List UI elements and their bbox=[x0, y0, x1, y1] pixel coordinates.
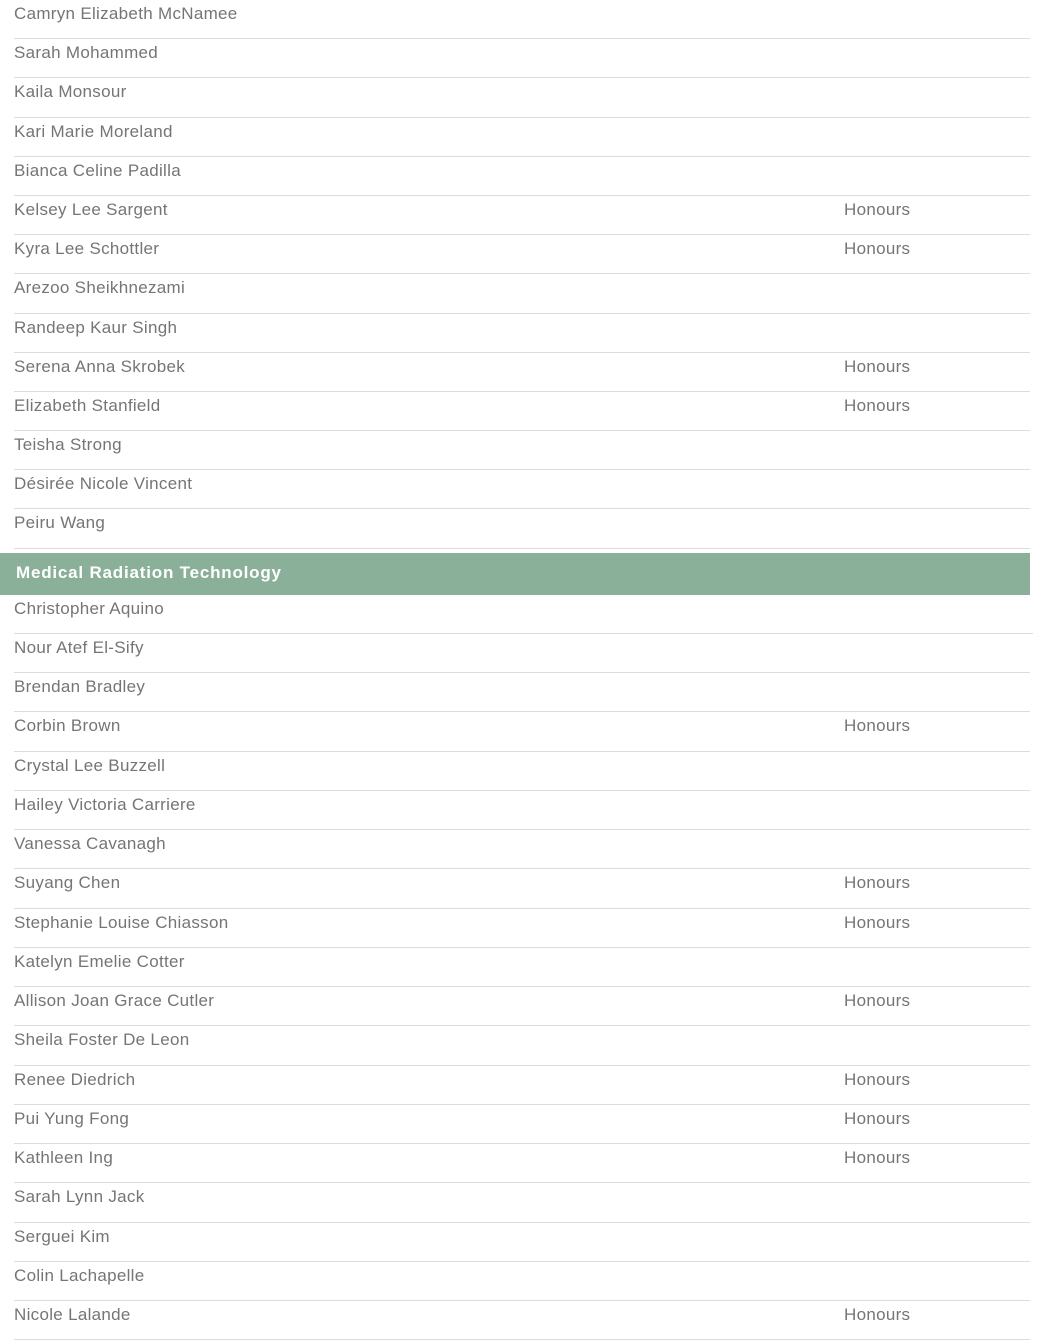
graduate-name: Arezoo Sheikhnezami bbox=[14, 278, 186, 298]
graduate-row bbox=[14, 78, 1030, 117]
graduate-name: Bianca Celine Padilla bbox=[14, 160, 181, 180]
graduate-name: Kelsey Lee Sargent bbox=[14, 199, 168, 219]
honours-label: Honours bbox=[844, 716, 911, 736]
graduate-row bbox=[14, 673, 1030, 712]
graduate-row bbox=[14, 712, 1030, 751]
graduate-name: Corbin Brown bbox=[14, 716, 121, 736]
graduate-row bbox=[14, 987, 1030, 1026]
graduate-name: Suyang Chen bbox=[14, 873, 121, 893]
honours-label: Honours bbox=[844, 239, 911, 259]
graduate-row bbox=[14, 314, 1030, 353]
graduate-row bbox=[14, 1144, 1030, 1183]
graduate-name: Crystal Lee Buzzell bbox=[14, 755, 166, 775]
graduate-row bbox=[14, 948, 1030, 987]
graduate-name: Kyra Lee Schottler bbox=[14, 239, 160, 259]
graduate-name: Serguei Kim bbox=[14, 1226, 110, 1246]
honours-label: Honours bbox=[844, 991, 911, 1011]
graduate-row bbox=[14, 392, 1030, 431]
graduate-row bbox=[14, 235, 1030, 274]
graduate-row bbox=[14, 509, 1030, 548]
graduate-row bbox=[14, 470, 1030, 509]
graduate-row bbox=[14, 1301, 1030, 1340]
honours-label: Honours bbox=[844, 1148, 911, 1168]
graduate-name: Christopher Aquino bbox=[14, 598, 164, 618]
honours-label: Honours bbox=[844, 873, 911, 893]
graduate-row bbox=[14, 157, 1030, 196]
graduate-name: Vanessa Cavanagh bbox=[14, 834, 166, 854]
honours-label: Honours bbox=[844, 199, 911, 219]
graduate-list-group bbox=[0, 0, 1037, 549]
graduate-row bbox=[14, 752, 1030, 791]
graduate-list-group-medical-radiation-technology bbox=[0, 595, 1037, 1340]
graduate-row bbox=[14, 196, 1030, 235]
graduate-name: Désirée Nicole Vincent bbox=[14, 474, 193, 494]
graduate-name: Kaila Monsour bbox=[14, 82, 127, 102]
graduate-row bbox=[14, 1105, 1030, 1144]
graduate-row bbox=[14, 791, 1030, 830]
graduate-name: Brendan Bradley bbox=[14, 677, 146, 697]
graduate-name: Pui Yung Fong bbox=[14, 1108, 130, 1128]
graduate-name: Nour Atef El-Sify bbox=[14, 637, 144, 657]
graduate-row bbox=[14, 909, 1030, 948]
graduate-name: Hailey Victoria Carriere bbox=[14, 794, 196, 814]
honours-label: Honours bbox=[844, 1305, 911, 1325]
graduate-row bbox=[14, 1066, 1030, 1105]
graduate-name: Peiru Wang bbox=[14, 513, 106, 533]
graduate-name: Teisha Strong bbox=[14, 435, 122, 455]
honours-label: Honours bbox=[844, 356, 911, 376]
graduate-row bbox=[14, 1183, 1030, 1222]
graduate-row bbox=[14, 1262, 1030, 1301]
graduate-name: Allison Joan Grace Cutler bbox=[14, 991, 215, 1011]
honours-label: Honours bbox=[844, 1069, 911, 1089]
graduate-name: Katelyn Emelie Cotter bbox=[14, 951, 185, 971]
section-header bbox=[0, 553, 1030, 595]
graduate-name: Elizabeth Stanfield bbox=[14, 395, 161, 415]
graduate-name: Stephanie Louise Chiasson bbox=[14, 912, 229, 932]
graduate-name: Sheila Foster De Leon bbox=[14, 1030, 190, 1050]
graduate-row bbox=[14, 1026, 1030, 1065]
graduate-name: Colin Lachapelle bbox=[14, 1265, 145, 1285]
graduate-row bbox=[14, 595, 1033, 634]
graduate-row bbox=[14, 118, 1030, 157]
graduate-row bbox=[14, 353, 1030, 392]
graduate-row bbox=[14, 431, 1030, 470]
graduate-name: Sarah Mohammed bbox=[14, 43, 159, 63]
graduate-row bbox=[14, 1223, 1030, 1262]
graduate-row bbox=[14, 39, 1030, 78]
graduate-name: Kari Marie Moreland bbox=[14, 121, 173, 141]
graduate-row bbox=[14, 0, 1030, 39]
graduate-row bbox=[14, 274, 1030, 313]
graduate-name: Kathleen Ing bbox=[14, 1148, 114, 1168]
graduate-row bbox=[14, 830, 1030, 869]
honours-label: Honours bbox=[844, 395, 911, 415]
section-title: Medical Radiation Technology bbox=[16, 562, 282, 582]
graduate-name: Camryn Elizabeth McNamee bbox=[14, 4, 238, 23]
honours-label: Honours bbox=[844, 1108, 911, 1128]
honours-label: Honours bbox=[844, 912, 911, 932]
graduate-name: Sarah Lynn Jack bbox=[14, 1187, 145, 1207]
graduate-row bbox=[14, 869, 1030, 908]
graduate-name: Serena Anna Skrobek bbox=[14, 356, 186, 376]
graduate-name: Nicole Lalande bbox=[14, 1305, 131, 1325]
graduate-name: Randeep Kaur Singh bbox=[14, 317, 178, 337]
graduate-row bbox=[14, 634, 1030, 673]
graduate-name: Renee Diedrich bbox=[14, 1069, 136, 1089]
